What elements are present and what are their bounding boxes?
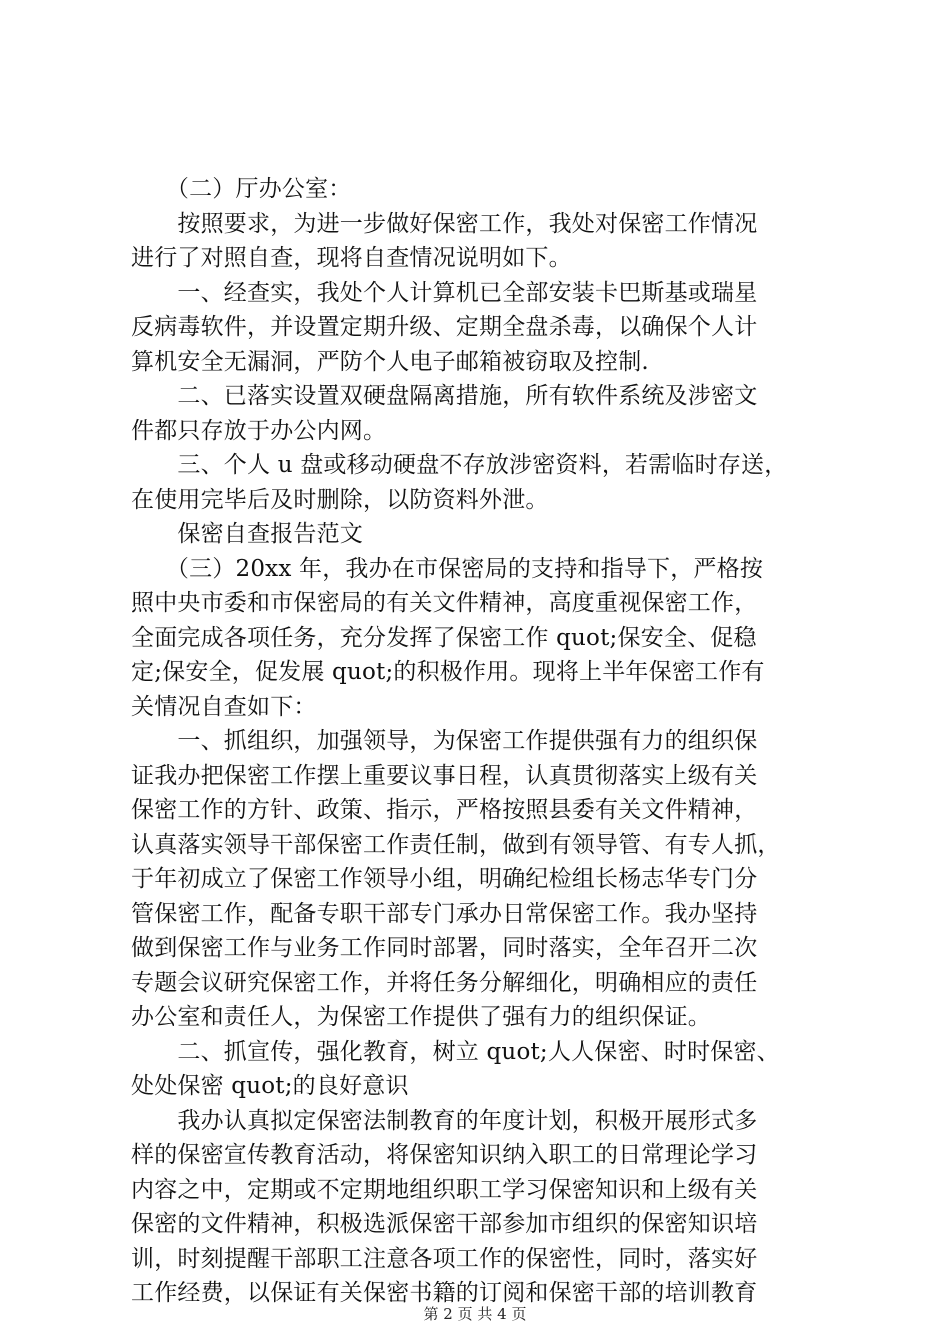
text-line: 二、抓宣传，强化教育，树立 quot;人人保密、时时保密、 (131, 1038, 780, 1065)
text-line: 保密工作的方针、政策、指示，严格按照县委有关文件精神， (131, 797, 758, 823)
text-line: 按照要求，为进一步做好保密工作，我处对保密工作情况 (131, 210, 758, 237)
text-line: 保密的文件精神，积极选派保密干部参加市组织的保密知识培 (131, 1211, 758, 1237)
text-line: 做到保密工作与业务工作同时部署，同时落实，全年召开二次 (131, 935, 758, 961)
text-line: 处处保密 quot;的良好意识 (131, 1073, 409, 1099)
text-line: 保密自查报告范文 (131, 521, 363, 547)
text-line: 认真落实领导干部保密工作责任制，做到有领导管、有专人抓， (131, 831, 781, 858)
text-line: 证我办把保密工作摆上重要议事日程，认真贯彻落实上级有关 (131, 762, 758, 789)
text-line: 照中央市委和市保密局的有关文件精神，高度重视保密工作， (131, 590, 758, 616)
page-number-footer: 第 2 页 共 4 页 (423, 1305, 527, 1323)
text-line: 在使用完毕后及时删除，以防资料外泄。 (131, 486, 549, 513)
text-line: 专题会议研究保密工作，并将任务分解细化，明确相应的责任 (131, 969, 758, 996)
text-line: 管保密工作，配备专职干部专门承办日常保密工作。我办坚持 (131, 900, 758, 927)
text-line: 算机安全无漏洞，严防个人电子邮箱被窃取及控制. (131, 348, 649, 375)
text-line: 一、抓组织，加强领导，为保密工作提供强有力的组织保 (131, 728, 758, 754)
text-line: 训，时刻提醒干部职工注意各项工作的保密性，同时，落实好 (131, 1245, 758, 1272)
text-line: 一、经查实，我处个人计算机已全部安装卡巴斯基或瑞星 (131, 279, 758, 306)
text-line: 反病毒软件，并设置定期升级、定期全盘杀毒，以确保个人计 (131, 314, 758, 340)
text-line: （二）厅办公室： (131, 176, 352, 202)
text-line: （三）20xx 年，我办在市保密局的支持和指导下，严格按 (131, 555, 764, 582)
text-line: 二、已落实设置双硬盘隔离措施，所有软件系统及涉密文 (131, 383, 758, 409)
text-line: 于年初成立了保密工作领导小组，明确纪检组长杨志华专门分 (131, 866, 758, 892)
text-line: 内容之中，定期或不定期地组织职工学习保密知识和上级有关 (131, 1176, 758, 1203)
text-line: 件都只存放于办公内网。 (131, 417, 387, 444)
text-line: 全面完成各项任务，充分发挥了保密工作 quot;保安全、促稳 (131, 624, 757, 651)
text-line: 样的保密宣传教育活动，将保密知识纳入职工的日常理论学习 (131, 1142, 758, 1168)
text-line: 工作经费，以保证有关保密书籍的订阅和保密干部的培训教育 (131, 1280, 758, 1306)
document-body (131, 172, 831, 1311)
text-line: 定;保安全，促发展 quot;的积极作用。现将上半年保密工作有 (131, 659, 765, 685)
text-line: 关情况自查如下： (131, 693, 317, 720)
text-line: 进行了对照自查，现将自查情况说明如下。 (131, 245, 572, 271)
text-line: 三、个人 u 盘或移动硬盘不存放涉密资料，若需临时存送， (131, 452, 788, 478)
text-line: 办公室和责任人，为保密工作提供了强有力的组织保证。 (131, 1004, 711, 1030)
text-line: 我办认真拟定保密法制教育的年度计划，积极开展形式多 (131, 1107, 758, 1134)
